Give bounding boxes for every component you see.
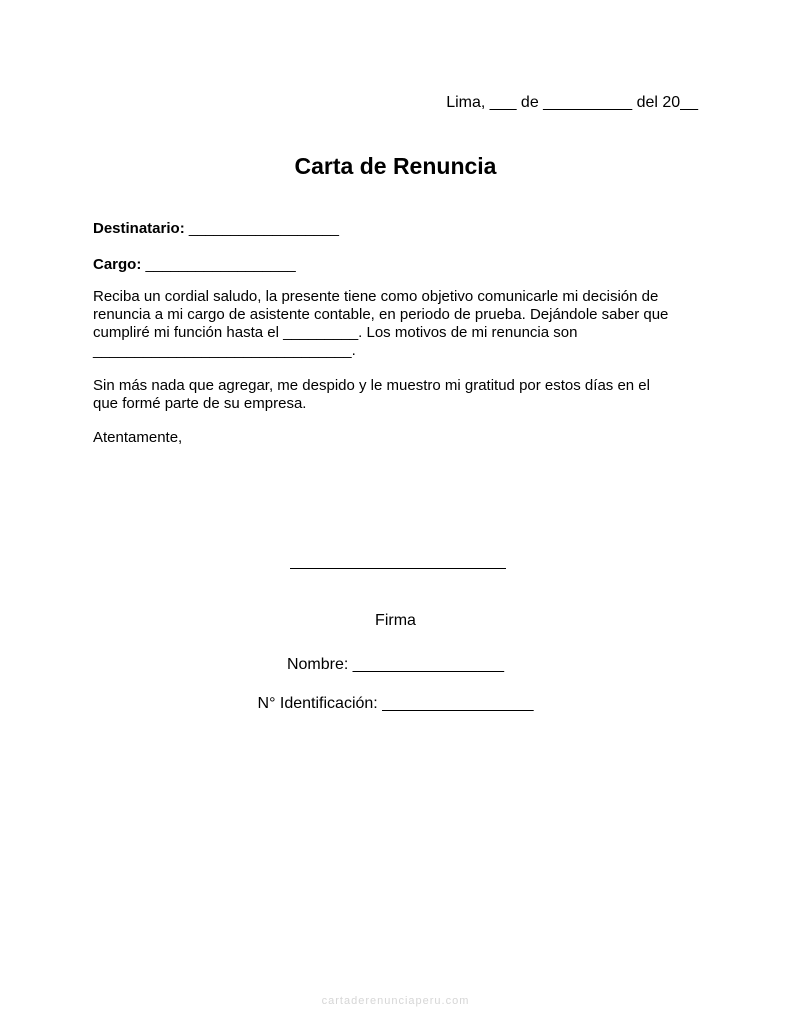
position-blank: __________________: [145, 256, 296, 273]
body-paragraph-2: [93, 377, 703, 413]
watermark: cartaderenunciaperu.com: [321, 995, 470, 1007]
paragraph-line: renuncia a mi cargo de asistente contable, en periodo de prueba. Dejándole saber que: [93, 306, 669, 323]
body-paragraph-1: [93, 288, 703, 360]
signature-label: Firma: [375, 612, 416, 629]
paragraph-line: Reciba un cordial saludo, la presente tiene como objetivo comunicarle mi decisión de: [93, 288, 659, 305]
identification-line: N° Identificación: _________________: [257, 695, 534, 712]
closing-text: Atentamente,: [93, 429, 183, 446]
recipient-blank: __________________: [188, 220, 340, 237]
paragraph-line: cumpliré mi función hasta el _________. Los motivos de mi renuncia son: [93, 324, 578, 341]
paragraph-line: Sin más nada que agregar, me despido y le muestro mi gratitud por estos días en el: [93, 377, 650, 394]
name-line: Nombre: _________________: [286, 656, 505, 673]
signature-line: [290, 568, 506, 569]
date-line: Lima, ___ de __________ del 20__: [446, 94, 698, 111]
recipient-field: [93, 219, 339, 238]
position-label: Cargo:: [93, 256, 142, 273]
letter-title: Carta de Renuncia: [294, 153, 497, 179]
recipient-label: Destinatario:: [93, 220, 185, 237]
paragraph-line: _______________________________.: [93, 342, 356, 359]
paragraph-line: que formé parte de su empresa.: [93, 395, 307, 412]
position-field: [93, 255, 296, 274]
